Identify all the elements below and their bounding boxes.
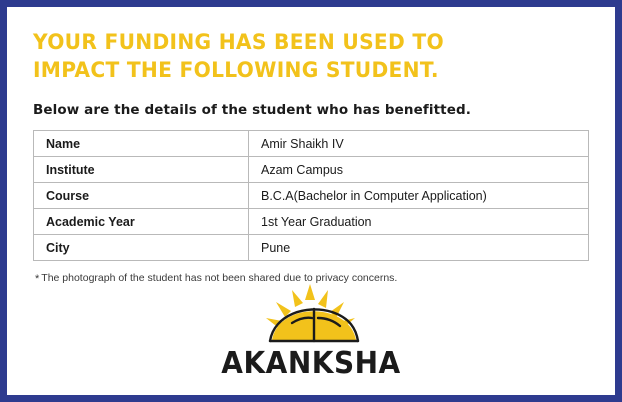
row-value: Amir Shaikh IV — [249, 131, 589, 157]
row-value: Pune — [249, 235, 589, 261]
row-label: Institute — [34, 157, 249, 183]
logo — [7, 282, 615, 379]
asterisk-icon: * — [35, 273, 40, 286]
table-row — [34, 235, 589, 261]
row-value: 1st Year Graduation — [249, 209, 589, 235]
page-title: YOUR FUNDING HAS BEEN USED TO IMPACT THE FOLLOWING STUDENT. — [33, 30, 444, 83]
logo-mark-label — [386, 282, 387, 283]
row-label: Academic Year — [34, 209, 249, 235]
table-row — [34, 157, 589, 183]
row-label: Course — [34, 183, 249, 209]
footnote-text: The photograph of the student has not been shared due to privacy concerns. — [41, 272, 398, 285]
row-label: City — [34, 235, 249, 261]
table-row — [34, 209, 589, 235]
table-row — [34, 183, 589, 209]
row-value: B.C.A(Bachelor in Computer Application) — [249, 183, 589, 209]
subheading: Below are the details of the student who has benefitted. — [33, 102, 471, 119]
row-value: Azam Campus — [249, 157, 589, 183]
sun-with-book-icon — [236, 282, 386, 352]
logo-wordmark: AKANKSHA — [221, 344, 401, 381]
table-row — [34, 131, 589, 157]
row-label: Name — [34, 131, 249, 157]
student-details-table — [33, 130, 589, 261]
